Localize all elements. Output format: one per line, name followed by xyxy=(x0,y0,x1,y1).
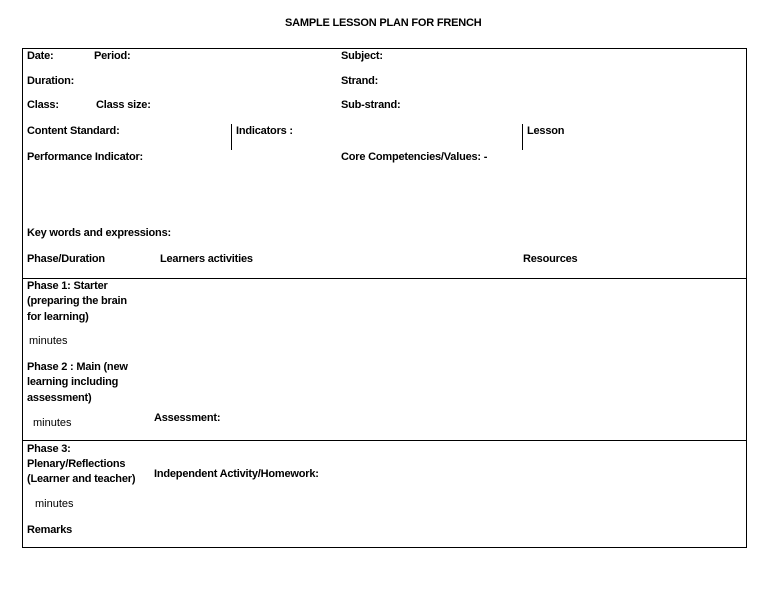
phase3-title: Phase 3: xyxy=(27,443,71,455)
core-competencies-label: Core Competencies/Values: - xyxy=(341,151,488,163)
class-size-label: Class size: xyxy=(96,99,151,111)
phase2-desc-2: assessment) xyxy=(27,392,92,404)
indicators-label: Indicators : xyxy=(236,125,293,137)
lesson-label: Lesson xyxy=(527,125,565,137)
phase1-minutes: minutes xyxy=(29,335,68,347)
phase1-desc-1: (preparing the brain xyxy=(27,295,127,307)
independent-activity-label: Independent Activity/Homework: xyxy=(154,468,319,480)
phase1-title: Phase 1: Starter xyxy=(27,280,108,292)
indicators-divider xyxy=(231,124,232,150)
phase2-minutes: minutes xyxy=(33,417,72,429)
learners-activities-header: Learners activities xyxy=(160,253,253,265)
class-label: Class: xyxy=(27,99,59,111)
subject-label: Subject: xyxy=(341,50,383,62)
phase2-title: Phase 2 : Main (new xyxy=(27,361,128,373)
phase3-minutes: minutes xyxy=(35,498,74,510)
assessment-label: Assessment: xyxy=(154,412,221,424)
duration-label: Duration: xyxy=(27,75,75,87)
remarks-label: Remarks xyxy=(27,524,73,536)
phase3-desc-2: (Learner and teacher) xyxy=(27,473,136,485)
performance-indicator-label: Performance Indicator: xyxy=(27,151,144,163)
row-divider xyxy=(22,278,747,279)
page-title: SAMPLE LESSON PLAN FOR FRENCH xyxy=(285,17,482,29)
strand-label: Strand: xyxy=(341,75,379,87)
sub-strand-label: Sub-strand: xyxy=(341,99,401,111)
phase3-desc-1: Plenary/Reflections xyxy=(27,458,126,470)
phase2-desc-1: learning including xyxy=(27,376,119,388)
content-standard-label: Content Standard: xyxy=(27,125,120,137)
resources-header: Resources xyxy=(523,253,578,265)
row-divider xyxy=(22,440,747,441)
lesson-divider xyxy=(522,124,523,150)
phase1-desc-2: for learning) xyxy=(27,311,89,323)
period-label: Period: xyxy=(94,50,131,62)
date-label: Date: xyxy=(27,50,54,62)
phase-duration-header: Phase/Duration xyxy=(27,253,105,265)
key-words-label: Key words and expressions: xyxy=(27,227,171,239)
